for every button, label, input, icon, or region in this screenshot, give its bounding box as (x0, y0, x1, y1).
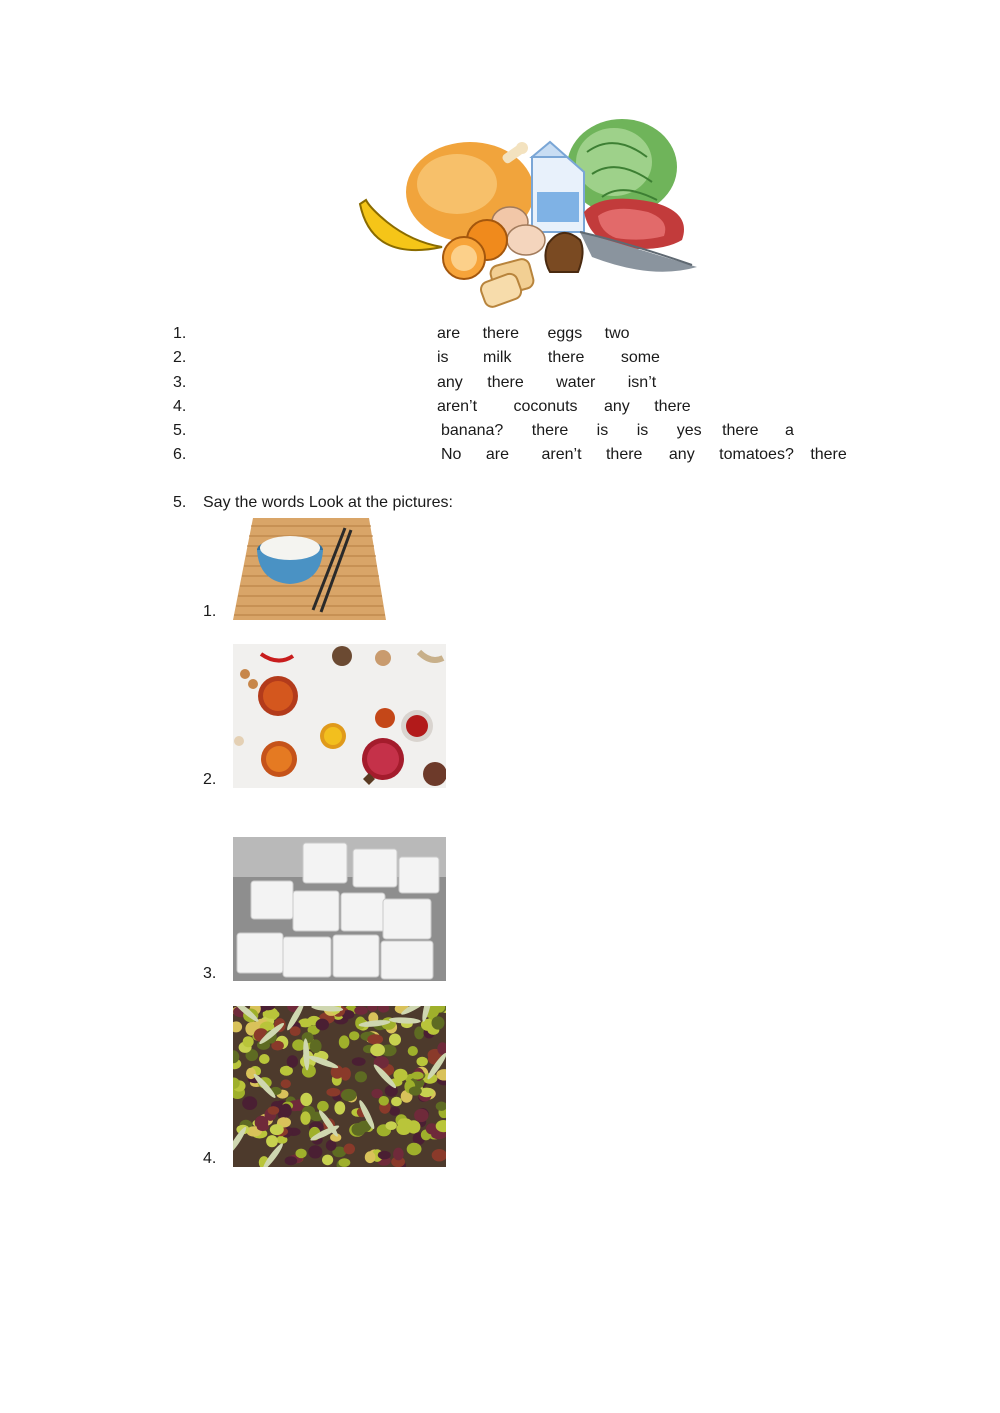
picture-number: 3. (203, 965, 217, 982)
word: there (482, 325, 520, 342)
section-title-text: Say the words Look at the pictures: (203, 494, 453, 511)
picture-number: 4. (203, 1150, 217, 1167)
word: is (636, 422, 649, 439)
sentence-row (0, 325, 1000, 349)
scrambled-words (437, 398, 691, 416)
word: are (437, 325, 461, 342)
spices-icon (233, 644, 446, 788)
row-number: 3. (173, 374, 187, 391)
word: banana? (441, 422, 504, 439)
olives-icon (233, 1006, 446, 1167)
rice-bowl-chopsticks-icon (233, 518, 386, 620)
scrambled-words (441, 446, 847, 464)
section-heading (173, 494, 453, 512)
word: are (485, 446, 510, 463)
word: any (668, 446, 695, 463)
word: there (531, 422, 569, 439)
sentence-row (0, 349, 1000, 373)
word: some (620, 349, 660, 366)
word: there (810, 446, 847, 463)
sentence-row (0, 422, 1000, 446)
word: any (437, 374, 463, 391)
word: there (487, 374, 524, 391)
sugar-cubes-icon (233, 837, 446, 981)
word: coconuts (513, 398, 578, 415)
word: there (654, 398, 691, 415)
word: water (556, 374, 596, 391)
sentence-row (0, 446, 1000, 470)
scrambled-words (441, 422, 794, 440)
food-group-illustration (352, 112, 708, 312)
word: aren’t (541, 446, 582, 463)
word: any (603, 398, 630, 415)
section-number: 5. (173, 494, 187, 511)
word: No (441, 446, 462, 463)
scrambled-words (437, 325, 630, 343)
sentence-row (0, 398, 1000, 422)
word: is (437, 349, 449, 366)
row-number: 5. (173, 422, 187, 439)
row-number: 2. (173, 349, 187, 366)
word: eggs (547, 325, 583, 342)
row-number: 6. (173, 446, 187, 463)
row-number: 4. (173, 398, 187, 415)
sentence-row (0, 374, 1000, 398)
word: isn’t (627, 374, 657, 391)
word: milk (483, 349, 512, 366)
word: two (604, 325, 630, 342)
picture-number: 2. (203, 771, 217, 788)
scrambled-words (437, 374, 656, 392)
scrambled-words (437, 349, 660, 367)
word: aren’t (437, 398, 478, 415)
word: yes (676, 422, 702, 439)
row-number: 1. (173, 325, 187, 342)
word: is (596, 422, 609, 439)
picture-number: 1. (203, 603, 217, 620)
word: there (547, 349, 585, 366)
word: tomatoes? (719, 446, 794, 463)
word: there (722, 422, 759, 439)
word: there (605, 446, 643, 463)
word: a (784, 422, 794, 439)
